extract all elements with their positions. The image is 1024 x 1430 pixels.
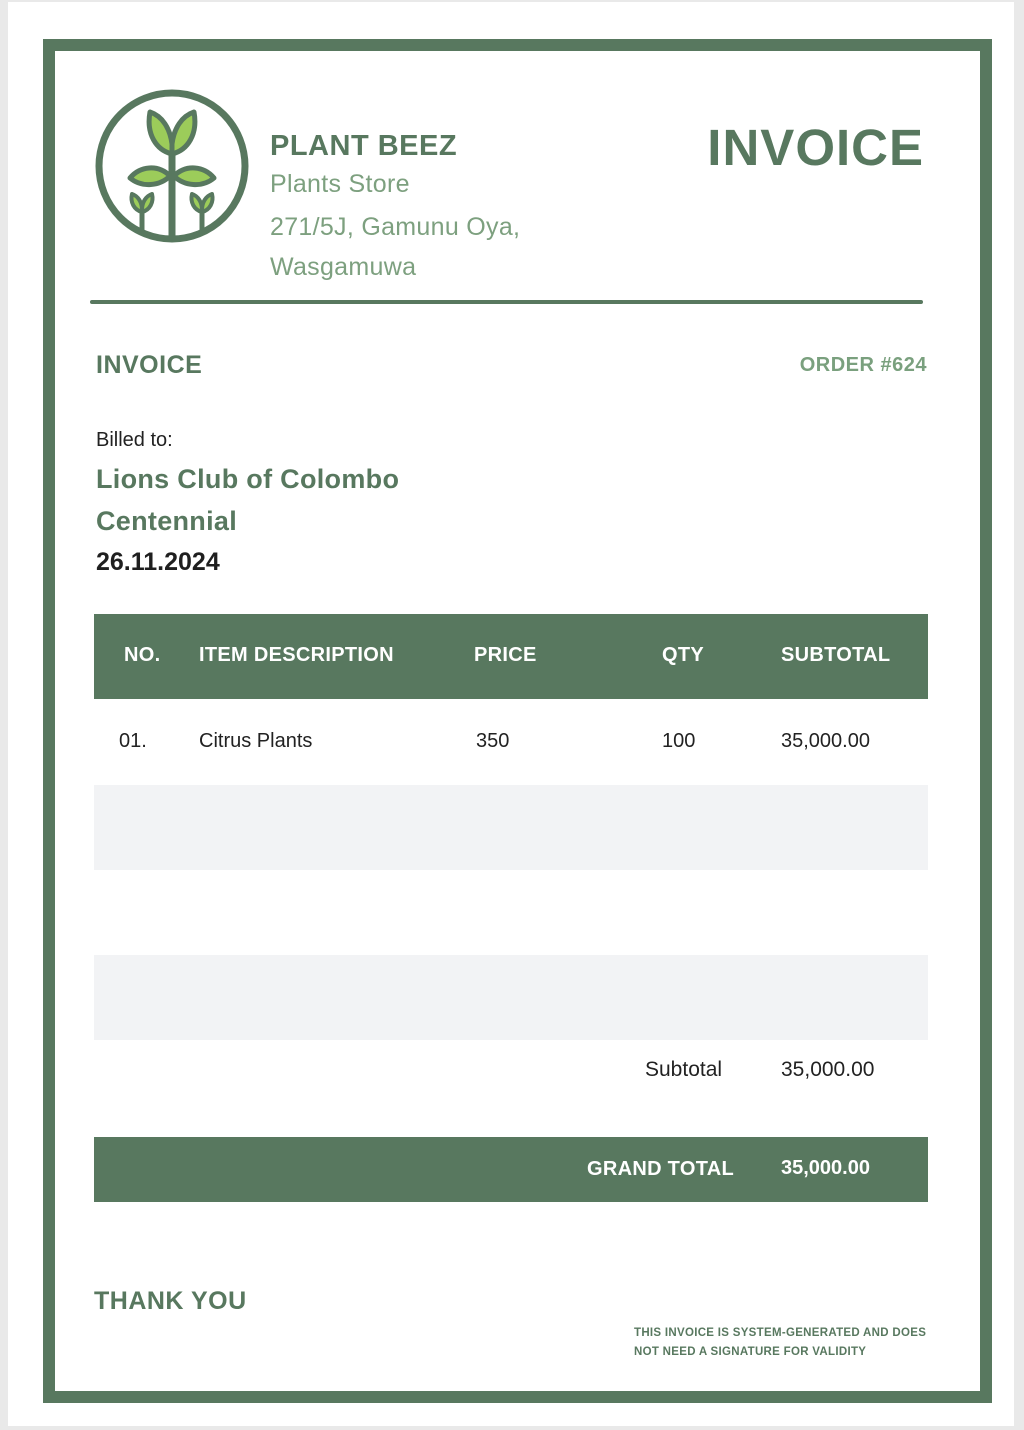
row-description: Citrus Plants [199,730,313,752]
plant-logo-icon [94,88,250,244]
order-number: ORDER #624 [799,354,927,376]
billed-to-label: Billed to: [96,429,173,451]
column-header-qty: QTY [662,644,705,666]
company-tagline: Plants Store [270,170,410,198]
row-price: 350 [476,730,510,752]
invoice-section-label: INVOICE [96,351,203,379]
subtotal-value: 35,000.00 [781,1058,875,1081]
invoice-date: 26.11.2024 [96,548,220,576]
empty-table-row [94,955,928,1040]
company-address-line2: Wasgamuwa [270,253,417,281]
column-header-description: ITEM DESCRIPTION [199,644,394,666]
column-header-price: PRICE [474,644,537,666]
company-address-line1: 271/5J, Gamunu Oya, [270,213,521,241]
column-header-subtotal: SUBTOTAL [781,644,891,666]
disclaimer-line1: THIS INVOICE IS SYSTEM-GENERATED AND DOES [634,1327,927,1339]
subtotal-label: Subtotal [645,1058,723,1081]
row-number: 01. [119,730,147,752]
grand-total-label: GRAND TOTAL [587,1158,734,1180]
grand-total-value: 35,000.00 [781,1157,870,1179]
thank-you-text: THANK YOU [94,1287,247,1315]
client-name-line2: Centennial [96,506,238,536]
header-divider [90,300,923,304]
grand-total-bar [94,1137,928,1202]
column-header-no: NO. [124,644,161,666]
empty-table-row [94,785,928,870]
document-title: INVOICE [707,119,924,176]
client-name-line1: Lions Club of Colombo [96,464,400,494]
row-qty: 100 [662,730,696,752]
table-header [94,614,928,699]
row-subtotal: 35,000.00 [781,730,870,752]
company-name: PLANT BEEZ [270,130,458,162]
disclaimer-line2: NOT NEED A SIGNATURE FOR VALIDITY [634,1346,867,1358]
